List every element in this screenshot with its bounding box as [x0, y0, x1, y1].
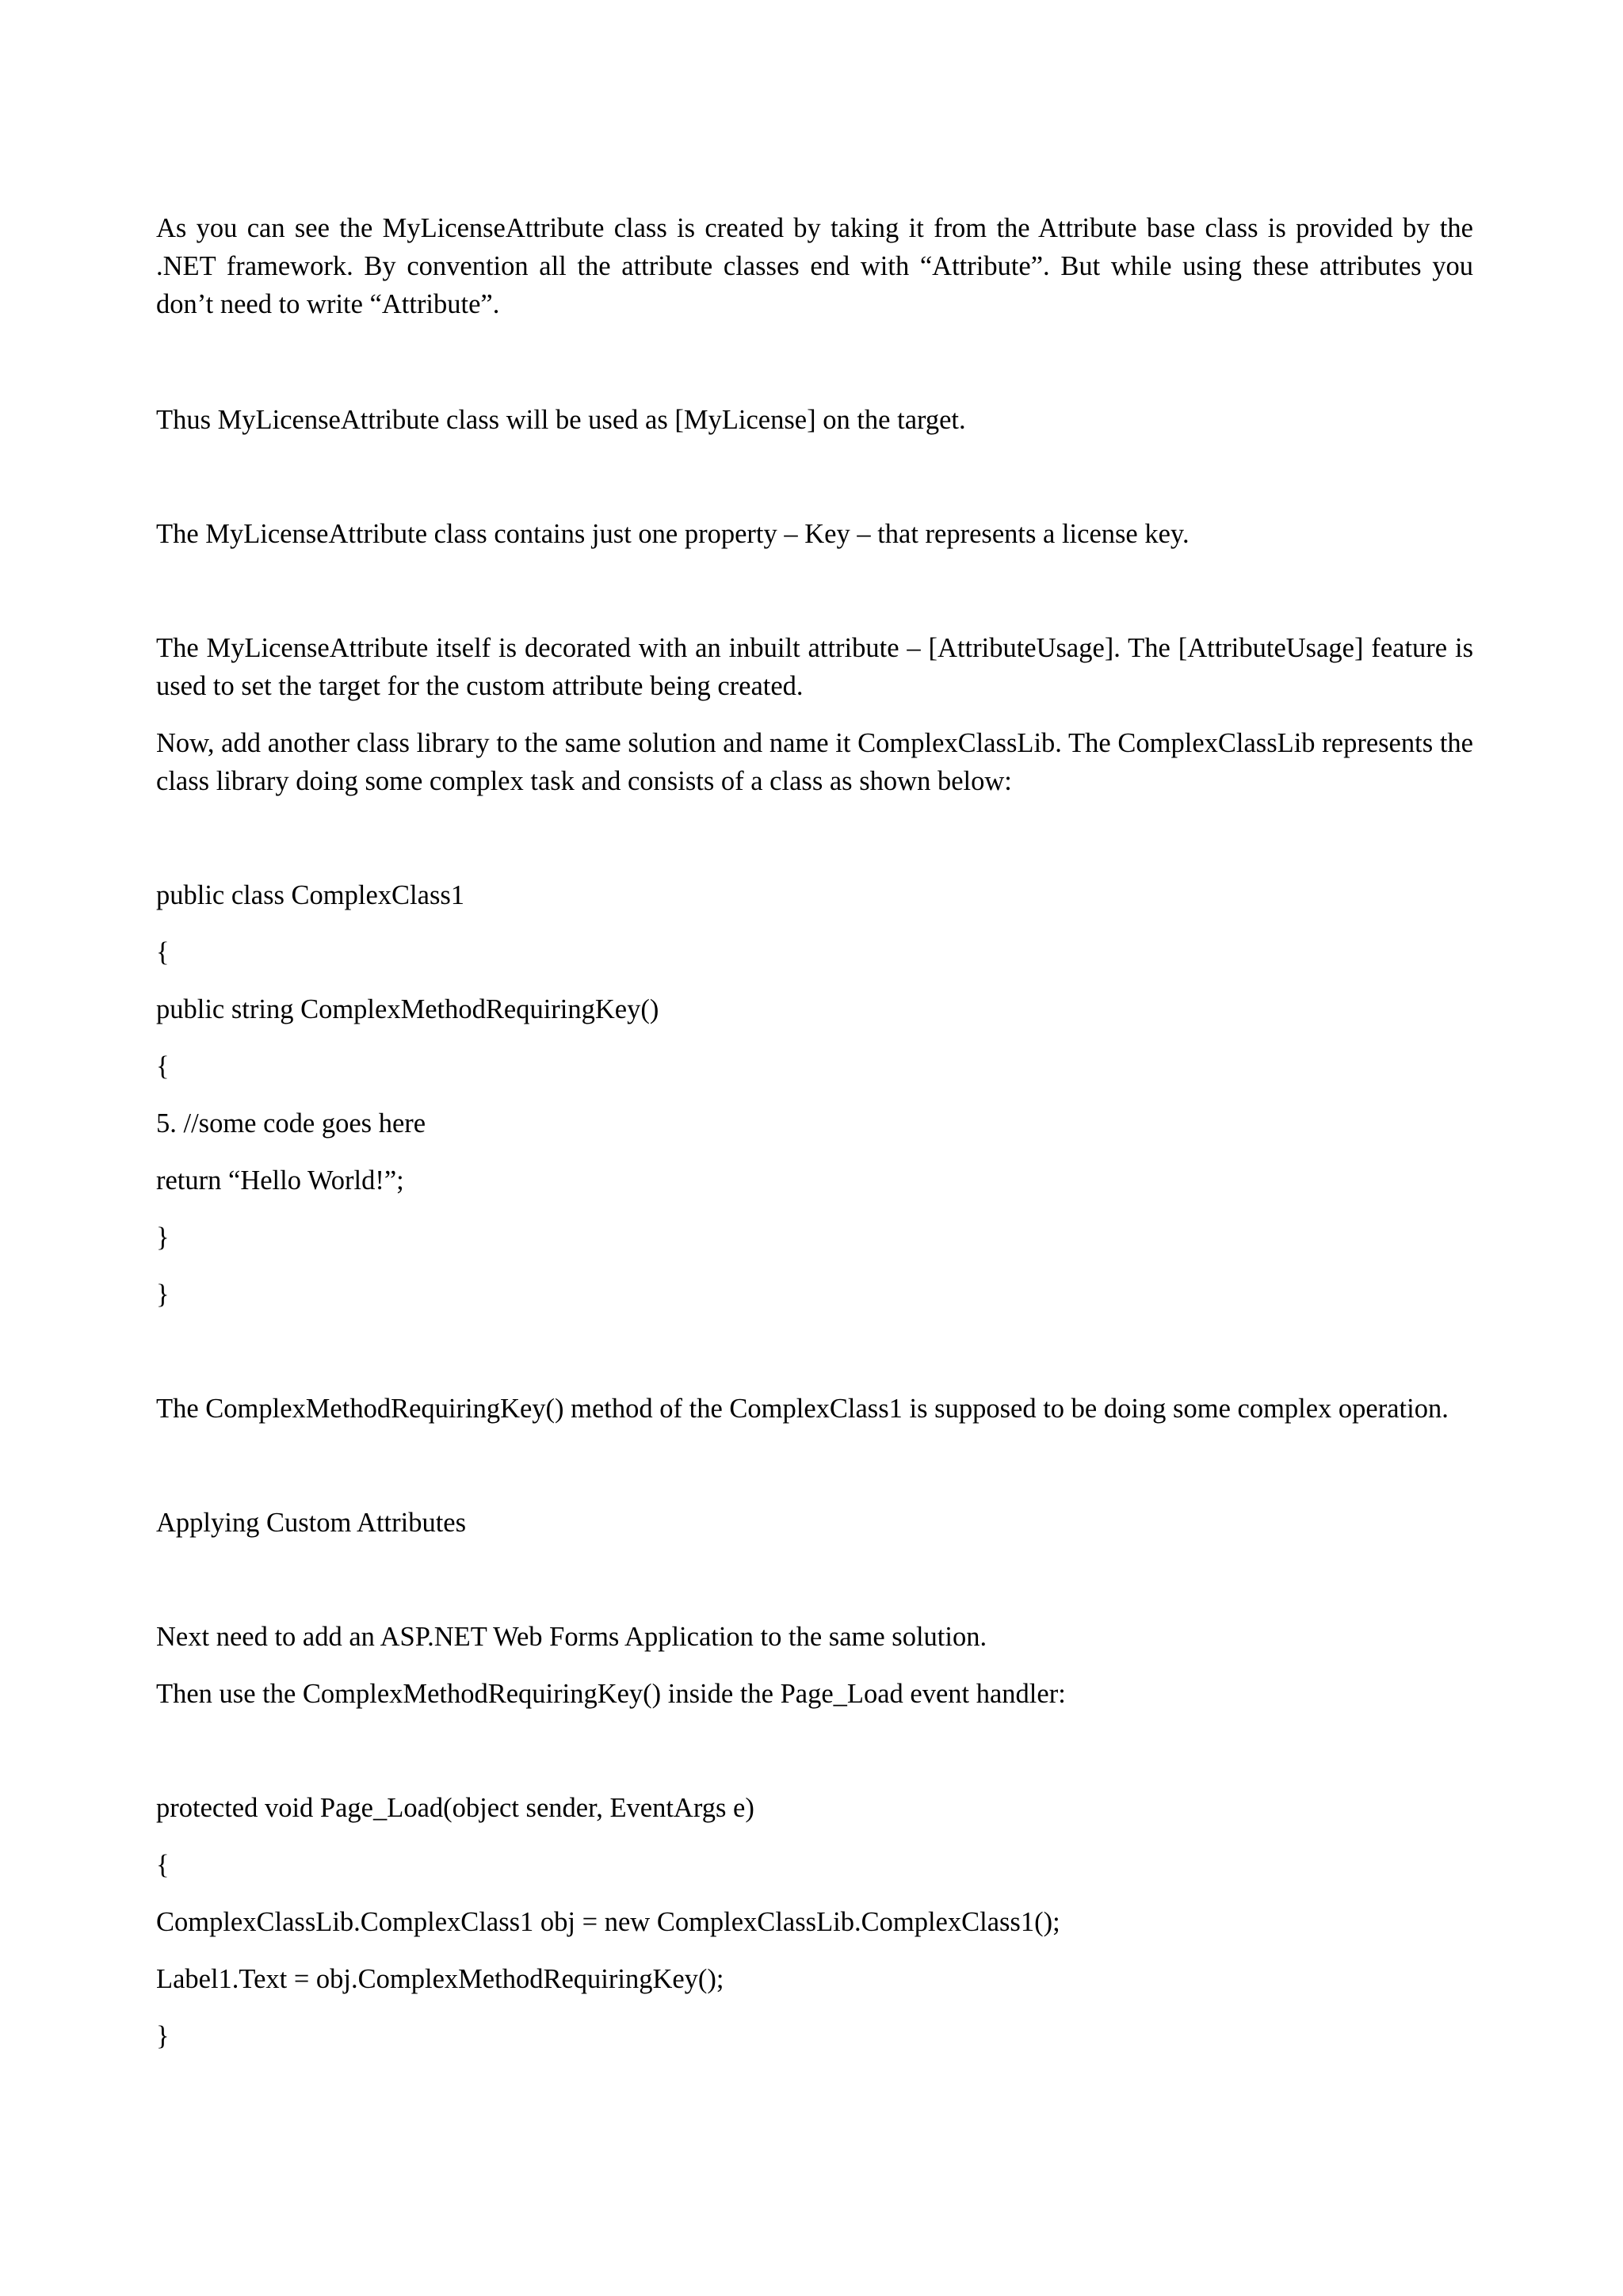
paragraph-page-load-usage: Then use the ComplexMethodRequiringKey() inside the Page_Load event handler: [156, 1679, 1066, 1709]
paragraph-add-web-forms-app: Next need to add an ASP.NET Web Forms Application to the same solution. [156, 1622, 987, 1652]
code-line: protected void Page_Load(object sender, EventArgs e) [156, 1793, 754, 1823]
code-line: } [156, 1280, 170, 1310]
code-line: 5. //some code goes here [156, 1108, 426, 1138]
code-line: public string ComplexMethodRequiringKey() [156, 994, 659, 1024]
paragraph-complex-operation: The ComplexMethodRequiringKey() method of the ComplexClass1 is supposed to be doing some complex operation. [156, 1394, 1449, 1424]
paragraph-usage-on-target: Thus MyLicenseAttribute class will be used as [MyLicense] on the target. [156, 405, 966, 435]
code-line: { [156, 1850, 170, 1880]
paragraph-attribute-base-class: As you can see the MyLicenseAttribute class is created by taking it from the Attribute base class is provided by the .NET framework. By convention all the attribute classes end with “Attribute”. But while using these attributes you don’t need to write “Attribute”. [156, 213, 1473, 319]
code-line: { [156, 1051, 170, 1081]
paragraph-key-property: The MyLicenseAttribute class contains just one property – Key – that represents a license key. [156, 519, 1190, 549]
section-heading: Applying Custom Attributes [156, 1508, 467, 1538]
code-line: ComplexClassLib.ComplexClass1 obj = new ComplexClassLib.ComplexClass1(); [156, 1907, 1060, 1937]
paragraph-complex-class-lib: Now, add another class library to the same solution and name it ComplexClassLib. The ComplexClassLib represents the class library doing some complex task and consists of a class as shown below: [156, 728, 1473, 796]
code-line: public class ComplexClass1 [156, 880, 465, 910]
code-line: Label1.Text = obj.ComplexMethodRequiringKey(); [156, 1964, 724, 1994]
code-line: return “Hello World!”; [156, 1165, 404, 1196]
code-line: { [156, 937, 170, 967]
code-line: } [156, 2021, 170, 2051]
code-line: } [156, 1222, 170, 1253]
paragraph-attribute-usage: The MyLicenseAttribute itself is decorated with an inbuilt attribute – [AttributeUsage]. The [AttributeUsage] feature is used to set the target for the custom attribute being created. [156, 633, 1473, 701]
